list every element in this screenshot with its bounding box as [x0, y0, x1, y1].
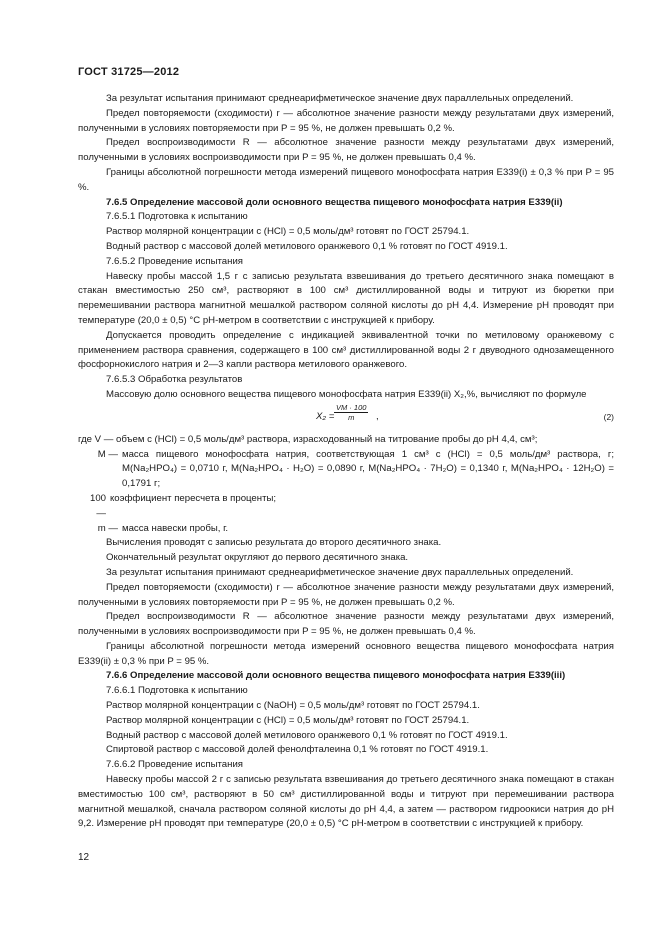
definition-text: коэффициент пересчета в проценты;	[110, 492, 277, 504]
formula-lhs: X₂ =	[316, 410, 335, 422]
definition-symbol: M —	[97, 448, 118, 460]
formula-comma: ,	[376, 410, 379, 422]
page-header: ГОСТ 31725—2012	[78, 66, 180, 78]
variable-definitions	[78, 433, 614, 537]
subsection-heading: 7.6.6.2 Проведение испытания	[106, 759, 243, 771]
subsection-heading: 7.6.5.3 Обработка результатов	[106, 374, 243, 386]
definition-symbol: m —	[97, 522, 118, 534]
paragraph: Массовую долю основного вещества пищевого монофосфата натрия Е339(ii) X₂,%, вычисляют по формуле	[106, 388, 587, 400]
section-heading: 7.6.6 Определение массовой доли основного вещества пищевого монофосфата натрия Е339(iii)	[106, 670, 566, 682]
page-number: 12	[78, 852, 90, 863]
section-heading: 7.6.5 Определение массовой доли основного вещества пищевого монофосфата натрия Е339(ii)	[106, 196, 563, 208]
formula-numerator: VM · 100	[336, 402, 367, 412]
paragraph: Раствор молярной концентрации c (NaOH) = 0,5 моль/дм³ готовят по ГОСТ 25794.1.	[106, 700, 480, 712]
paragraph: За результат испытания принимают среднеарифметическое значение двух параллельных определений.	[106, 93, 574, 104]
paragraph: Водный раствор с массовой долей метилового оранжевого 0,1 % готовят по ГОСТ 4919.1.	[106, 729, 508, 741]
definition-symbol: 100 —	[89, 492, 106, 519]
definition-mass	[78, 522, 614, 537]
paragraph: Раствор молярной концентрации c (HCl) = 0,5 моль/дм³ готовят по ГОСТ 25794.1.	[106, 226, 470, 238]
paragraph: Навеску пробы массой 1,5 г с записью результата взвешивания до третьего десятичного знака помещают в стакан вместимостью 250 см³, растворяют в 100 см³ дистиллированной воды и титруют из бюретки при перемешивании раствора магнитной мешалкой раствором соляной кислоты до рН 4,4. Измерение рН проводят при температуре (20,0 ± 0,5) °С рН-метром в соответствии с инструкцией к прибору.	[78, 270, 614, 326]
paragraph: Раствор молярной концентрации c (HCl) = 0,5 моль/дм³ готовят по ГОСТ 25794.1.	[106, 714, 470, 726]
paragraph: Водный раствор с массовой долей метилового оранжевого 0,1 % готовят по ГОСТ 4919.1.	[106, 240, 508, 252]
definition-m	[78, 448, 614, 492]
formula-fraction	[334, 403, 368, 422]
paragraph: Вычисления проводят с записью результата до второго десятичного знака.	[106, 537, 442, 549]
paragraph: Предел повторяемости (сходимости) r — абсолютное значение разности между результатами двух измерений, полученными в условиях повторяемости при P = 95 %, не должен превышать 0,2 %.	[78, 581, 614, 608]
document-body	[78, 92, 614, 832]
definition-v: где V — объем c (HCl) = 0,5 моль/дм³ раствора, израсходованный на титрование пробы до рН 4,4, см³;	[78, 433, 538, 445]
paragraph: Предел повторяемости (сходимости) r — абсолютное значение разности между результатами двух измерений, полученными в условиях повторяемости при P = 95 %, не должен превышать 0,2 %.	[78, 107, 614, 134]
subsection-heading: 7.6.5.1 Подготовка к испытанию	[106, 211, 248, 223]
definition-text: масса навески пробы, г.	[122, 522, 229, 534]
formula-number: (2)	[603, 411, 614, 422]
paragraph: Границы абсолютной погрешности метода измерений пищевого монофосфата натрия Е339(i) ± 0,3 % при P = 95 %.	[78, 166, 614, 193]
paragraph: Спиртовой раствор с массовой долей фенолфталеина 0,1 % готовят по ГОСТ 4919.1.	[106, 744, 489, 756]
definition-text: масса пищевого монофосфата натрия, соответствующая 1 см³ c (HCl) = 0,5 моль/дм³ раствора, г; M(Na₂HPO₄) = 0,0710 г, M(Na₂HPO₄ · H₂O) = 0,0890 г, M(Na₂HPO₄ · 7H₂O) = 0,1340 г, M(Na₂HPO₄ · 12H₂O) = 0,1791 г;	[122, 448, 614, 490]
subsection-heading: 7.6.5.2 Проведение испытания	[106, 255, 243, 267]
paragraph: Предел воспроизводимости R — абсолютное значение разности между результатами двух измерений, полученными в условиях воспроизводимости при P = 95 %, не должен превышать 0,4 %.	[78, 137, 614, 164]
subsection-heading: 7.6.6.1 Подготовка к испытанию	[106, 685, 248, 697]
paragraph: Границы абсолютной погрешности метода измерений основного вещества пищевого монофосфата натрия Е339(ii) ± 0,3 % при P = 95 %.	[78, 640, 614, 667]
paragraph: Допускается проводить определение с индикацией эквивалентной точки по метиловому оранжевому с применением раствора сравнения, содержащего в 100 см³ дистиллированной воды 2 г двуводного однозамещенного фосфорнокислого натрия и 2—3 капли раствора метилового оранжевого.	[78, 329, 614, 371]
formula-2	[78, 403, 614, 433]
paragraph: За результат испытания принимают среднеарифметическое значение двух параллельных определений.	[106, 566, 574, 578]
formula-denominator: m	[348, 412, 355, 422]
definition-100	[78, 492, 614, 522]
paragraph: Предел воспроизводимости R — абсолютное значение разности между результатами двух измерений, полученными в условиях воспроизводимости при P = 95 %, не должен превышать 0,4 %.	[78, 611, 614, 638]
paragraph: Окончательный результат округляют до первого десятичного знака.	[106, 552, 409, 564]
paragraph: Навеску пробы массой 2 г с записью результата взвешивания до третьего десятичного знака помещают в стакан вместимостью 100 см³, растворяют в 50 см³ дистиллированной воды и титруют при перемешивании раствора магнитной мешалкой, сначала раствором соляной кислоты до рН 4,4, а затем — раствором гидроокиси натрия до рН 9,2. Измерение рН проводят при температуре (20,0 ± 0,5) °С рН-метром в соответствии с инструкцией к прибору.	[78, 774, 614, 830]
